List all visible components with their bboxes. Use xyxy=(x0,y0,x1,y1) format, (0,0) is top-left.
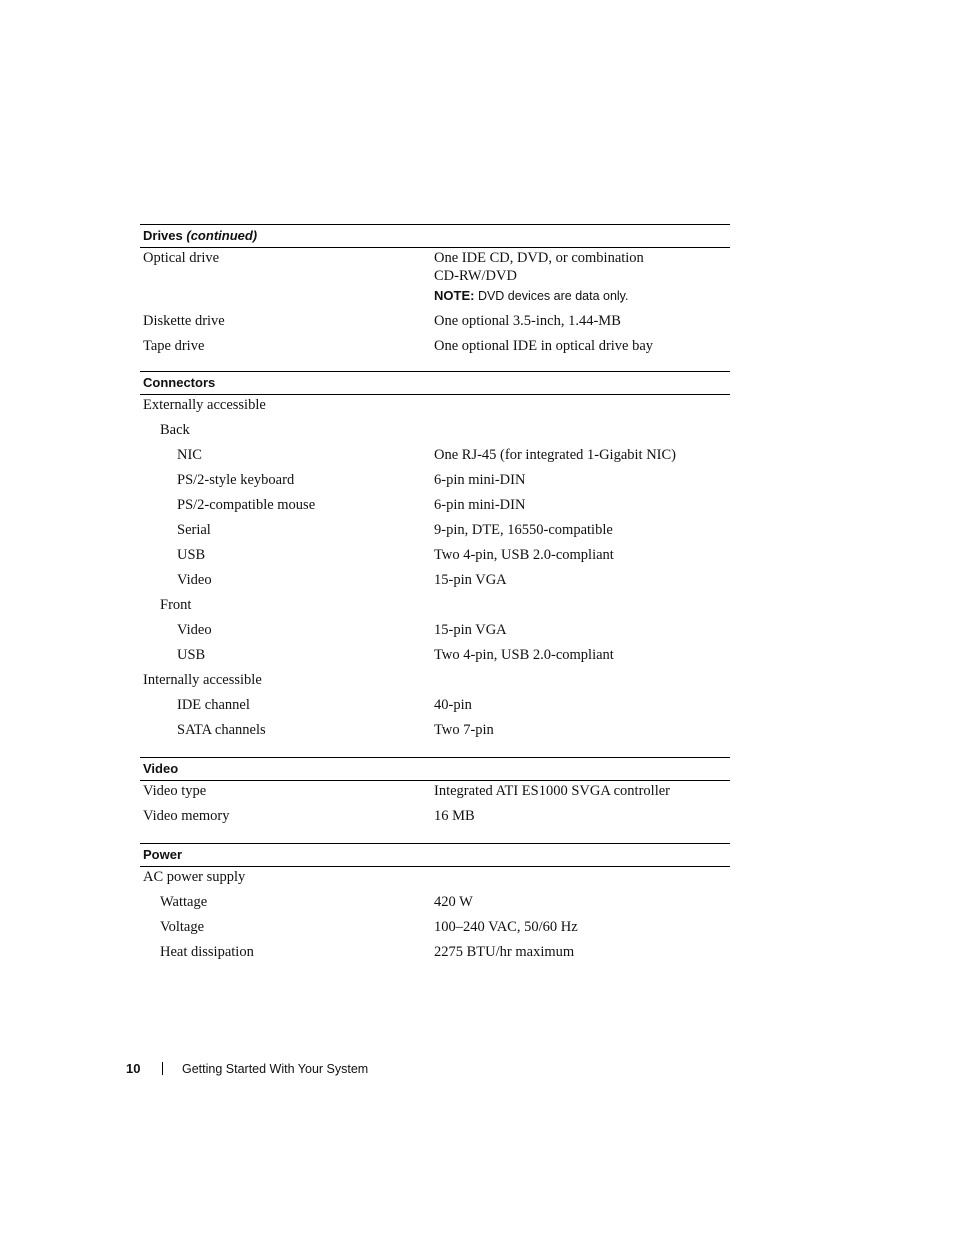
section-title: Drives xyxy=(143,228,183,243)
spec-row xyxy=(140,782,730,800)
spec-row xyxy=(140,696,730,714)
spec-row xyxy=(140,546,730,564)
footer-title: Getting Started With Your System xyxy=(182,1061,369,1076)
spec-row xyxy=(140,943,730,961)
spec-value: 15-pin VGA xyxy=(434,622,507,638)
spec-label: PS/2-style keyboard xyxy=(177,472,295,488)
group-label: Externally accessible xyxy=(143,397,266,413)
group-row xyxy=(140,868,730,886)
spec-value: 420 W xyxy=(434,894,473,910)
section-header-power xyxy=(140,843,730,867)
spec-label: Video xyxy=(177,622,212,638)
spec-label: SATA channels xyxy=(177,722,266,738)
spec-value: Two 4-pin, USB 2.0-compliant xyxy=(434,547,614,563)
spec-value: 100–240 VAC, 50/60 Hz xyxy=(434,919,578,935)
subgroup-row xyxy=(140,421,730,439)
section-header-drives xyxy=(140,224,730,248)
spec-value: 6-pin mini-DIN xyxy=(434,497,526,513)
spec-row xyxy=(140,646,730,664)
spec-table xyxy=(140,224,730,961)
spec-label: Video type xyxy=(143,783,207,799)
continued-label: (continued) xyxy=(186,228,258,243)
spec-row xyxy=(140,918,730,936)
section-title: Power xyxy=(143,847,183,862)
spec-label: Serial xyxy=(177,522,211,538)
spec-label: Heat dissipation xyxy=(160,944,254,960)
spec-value: One RJ-45 (for integrated 1-Gigabit NIC) xyxy=(434,447,677,463)
note-text: DVD devices are data only. xyxy=(477,289,629,303)
spec-label: USB xyxy=(177,547,206,563)
spec-label: Voltage xyxy=(160,919,205,935)
spec-row xyxy=(140,471,730,489)
spec-row xyxy=(140,446,730,464)
spec-row xyxy=(140,721,730,739)
spec-label: Optical drive xyxy=(143,250,220,266)
note-label: NOTE: xyxy=(434,288,475,303)
section-title: Connectors xyxy=(143,375,216,390)
spec-value: Two 7-pin xyxy=(434,722,494,738)
spec-row xyxy=(140,249,730,305)
spec-value: One optional IDE in optical drive bay xyxy=(434,338,654,354)
subgroup-label: Front xyxy=(160,597,192,613)
subgroup-row xyxy=(140,596,730,614)
spec-value: Integrated ATI ES1000 SVGA controller xyxy=(434,783,670,799)
section-header-connectors xyxy=(140,371,730,395)
group-label: AC power supply xyxy=(143,869,246,885)
page-number: 10 xyxy=(126,1061,141,1076)
spec-label: Wattage xyxy=(160,894,208,910)
footer-divider xyxy=(162,1062,163,1075)
spec-value-text: One IDE CD, DVD, or combination CD-RW/DVD xyxy=(434,250,644,284)
spec-value: 2275 BTU/hr maximum xyxy=(434,944,575,960)
spec-label: Video memory xyxy=(143,808,230,824)
page-footer xyxy=(126,1061,368,1076)
spec-value xyxy=(434,249,730,305)
spec-row xyxy=(140,807,730,825)
spec-row xyxy=(140,893,730,911)
spec-row xyxy=(140,621,730,639)
spec-label: Tape drive xyxy=(143,338,205,354)
spec-row xyxy=(140,521,730,539)
spec-label: IDE channel xyxy=(177,697,250,713)
spec-row xyxy=(140,496,730,514)
group-row xyxy=(140,396,730,414)
spec-value: 15-pin VGA xyxy=(434,572,507,588)
spec-label: Diskette drive xyxy=(143,313,225,329)
spec-row xyxy=(140,312,730,330)
spec-label: Video xyxy=(177,572,212,588)
spec-value: One optional 3.5-inch, 1.44-MB xyxy=(434,313,621,329)
section-title: Video xyxy=(143,761,179,776)
spec-label: PS/2-compatible mouse xyxy=(177,497,316,513)
spec-label: NIC xyxy=(177,447,202,463)
spec-value: 6-pin mini-DIN xyxy=(434,472,526,488)
group-row xyxy=(140,671,730,689)
section-header-video xyxy=(140,757,730,781)
spec-label: USB xyxy=(177,647,206,663)
spec-value: 9-pin, DTE, 16550-compatible xyxy=(434,522,613,538)
group-label: Internally accessible xyxy=(143,672,262,688)
spec-value: 40-pin xyxy=(434,697,472,713)
spec-row xyxy=(140,337,730,355)
spec-value: 16 MB xyxy=(434,808,475,824)
spec-row xyxy=(140,571,730,589)
subgroup-label: Back xyxy=(160,422,190,438)
spec-value: Two 4-pin, USB 2.0-compliant xyxy=(434,647,614,663)
note xyxy=(434,287,730,305)
